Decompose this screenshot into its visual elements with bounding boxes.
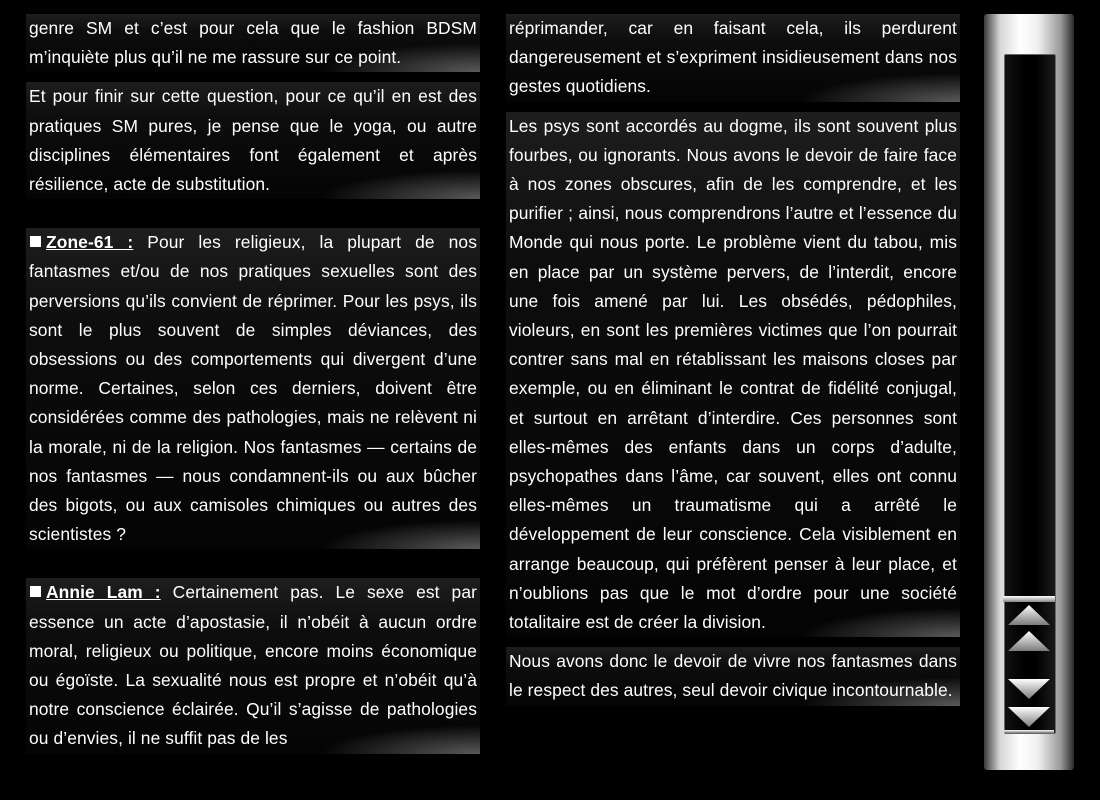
paragraph: Nous avons donc le devoir de vivre nos fantasmes dans le respect des autres, seul devoir civique incontournable. (506, 647, 960, 705)
right-text-column (506, 14, 960, 716)
scroll-up-icon[interactable] (1004, 602, 1054, 628)
speaker-label-zone61: Zone-61 : (46, 232, 134, 253)
answer-paragraph (26, 578, 480, 753)
question-paragraph (26, 228, 480, 549)
paragraph: Les psys sont accordés au dogme, ils sont souvent plus fourbes, ou ignorants. Nous avons le devoir de faire face à nos zones obscures, afin de les comprendre, et les purifier ; ainsi, nous comprendrons l’autre et l’essence du Monde qui nous porte. Le problème vient du tabou, mis en place par un système pervers, de l’interdit, encore une fois amené par lui. Les obsédés, pédophiles, violeurs, en sont les premières victimes que l’on pourrait contrer sans mal en rétablissant les maisons closes par exemple, ou en éliminant le contrat de fidélité conjugal, et surtout en arrêtant d’interdire. Ces personnes sont elles-mêmes des enfants dans un corps d’adulte, psychopathes dans l’âme, car souvent, elles ont connu elles-mêmes un traumatisme qui a arrêté le développement de leur conscience. Cela visiblement en arrange beaucoup, qui préfèrent penser à leur place, et n’oublions pas que le mot d’ordre pour une société totalitaire est de créer la division. (506, 112, 960, 638)
scrollbar-end-line (1004, 730, 1054, 733)
question-text: Pour les religieux, la plupart de nos fantasmes et/ou de nos pratiques sexuelles sont des perversions qu’ils convient de réprimer. Pour les psys, ils sont le plus souvent de simples déviances, des obsessions ou des comportements qui divergent d’une norme. Certaines, selon ces derniers, doivent être considérées comme des pathologies, mais ne relèvent ni la morale, ni de la religion. Nos fantasmes — certains de nos fantasmes — nous condamnent-ils ou aux bûcher des bigots, ou aux camisoles chimiques ou autres des scientistes ? (29, 232, 477, 545)
scroll-up-icon[interactable] (1004, 628, 1054, 654)
paragraph: réprimander, car en faisant cela, ils perdurent dangereusement et s’expriment insidieusement dans nos gestes quotidiens. (506, 14, 960, 102)
spacer (26, 209, 480, 228)
square-bullet-icon (30, 586, 41, 597)
left-text-column (26, 14, 480, 764)
spacer (26, 559, 480, 578)
square-bullet-icon (30, 236, 41, 247)
custom-scrollbar[interactable] (984, 14, 1074, 770)
speaker-label-annie-lam: Annie Lam : (46, 582, 161, 603)
paragraph: genre SM et c’est pour cela que le fashion BDSM m’inquiète plus qu’il ne me rassure sur ce point. (26, 14, 480, 72)
scroll-down-icon[interactable] (1004, 704, 1054, 730)
answer-text: Certainement pas. Le sexe est par essence un acte d’apostasie, il n’obéit à aucun ordre moral, religieux ou politique, encore moins économique ou égoïste. La sexualité nous est propre et n’obéit qu’à notre conscience éclairée. Qu’il s’agisse de pathologies ou d’envies, il ne suffit pas de les (29, 582, 477, 749)
scroll-down-icon[interactable] (1004, 676, 1054, 702)
paragraph: Et pour finir sur cette question, pour ce qu’il en est des pratiques SM pures, je pense que le yoga, ou autre disciplines élémentaires font également et après résilience, acte de substitution. (26, 82, 480, 199)
